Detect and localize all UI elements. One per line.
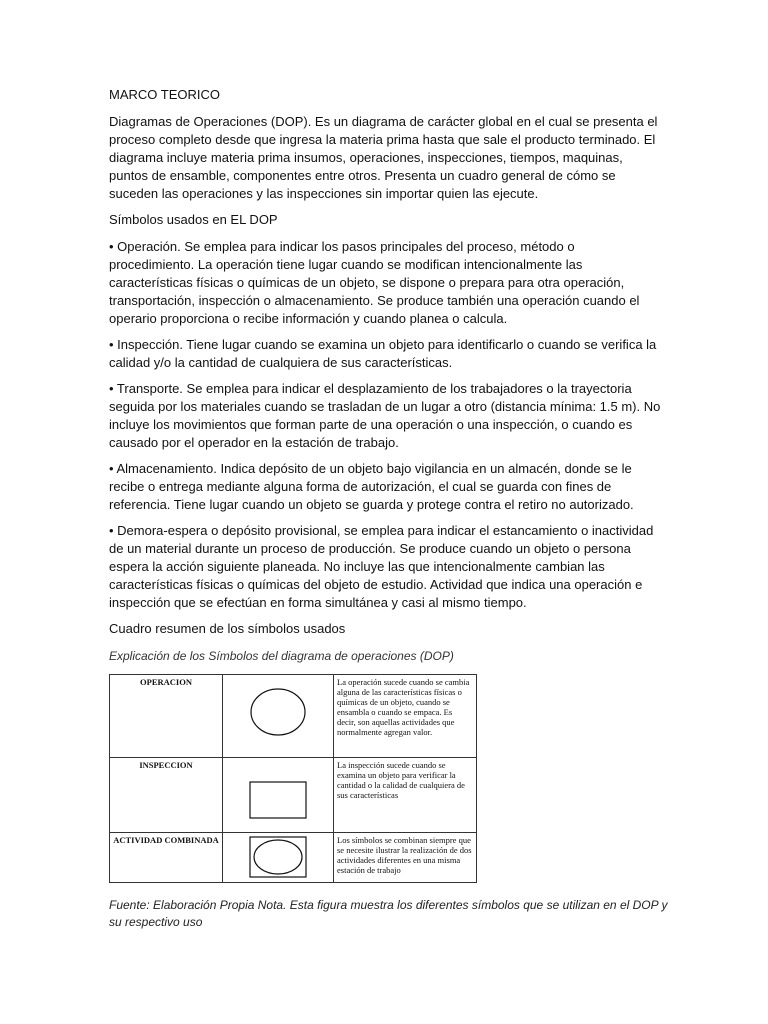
symbols-table xyxy=(109,674,477,883)
bullet-demora: • Demora-espera o depósito provisional, se emplea para indicar el estancamiento o inactividad de un material durante un proceso de producción. Se produce cuando un objeto o persona espera la acción siguiente planeada. No incluye las que intencionalmente cambian las características físicas o químicas del objeto de estudio. Actividad que indica una operación e inspección que se efectúan en forma simultánea y casi al mismo tiempo. xyxy=(109,523,654,610)
symbols-heading: Símbolos usados en EL DOP xyxy=(109,212,278,227)
bullet-transporte: • Transporte. Se emplea para indicar el desplazamiento de los trabajadores o la trayectoria seguida por los materiales cuando se trasladan de un lugar a otro (distancia mínima: 1.5 m). No incluye los movimientos que forman parte de una operación o una inspección, o cuando es causado por el operador en la estación de trabajo. xyxy=(109,381,661,450)
symbol-shape-cell xyxy=(223,675,334,758)
bullet-operacion: • Operación. Se emplea para indicar los pasos principales del proceso, método o procedimiento. La operación tiene lugar cuando se modifican intencionalmente las características físicas o químicas de un objeto, se dispone o prepara para otra operación, transportación, inspección o almacenamiento. Se produce también una operación cuando el operario proporciona o recibe información y cuando planea o calcula. xyxy=(109,239,640,326)
bullet-almacenamiento: • Almacenamiento. Indica depósito de un objeto bajo vigilancia en un almacén, donde se le recibe o entrega mediante alguna forma de autorización, el cual se guarda con fines de referencia. Tiene lugar cuando un objeto se guarda y protege contra el retiro no autorizado. xyxy=(109,461,634,512)
symbol-description: Los símbolos se combinan siempre que se necesite ilustrar la realización de dos actividades diferentes en una misma estación de trabajo xyxy=(334,833,477,883)
intro-paragraph: Diagramas de Operaciones (DOP). Es un diagrama de carácter global en el cual se presenta el proceso completo desde que ingresa la materia prima hasta que sale el producto terminado. El diagrama incluye materia prima insumos, operaciones, inspecciones, tiempos, maquinas, puntos de ensamble, componentes entre otros. Presenta un cuadro general de cómo se suceden las operaciones y las inspecciones sin importar quien las ejecute. xyxy=(109,114,658,201)
symbol-description: La operación sucede cuando se cambia alguna de las características físicas o químicas de un objeto, cuando se ensambla o cuando se empaca. Es decir, son aquellas actividades que normalmente agregan valor. xyxy=(334,675,477,758)
table-row xyxy=(110,833,477,883)
document-body xyxy=(109,86,661,673)
table-row xyxy=(110,758,477,833)
table-row xyxy=(110,675,477,758)
summary-heading: Cuadro resumen de los símbolos usados xyxy=(109,621,346,636)
source-note: Fuente: Elaboración Propia Nota. Esta figura muestra los diferentes símbolos que se utilizan en el DOP y su respectivo uso xyxy=(109,898,668,929)
operation-circle-icon xyxy=(248,686,308,738)
symbol-shape-cell xyxy=(223,758,334,833)
symbol-description: La inspección sucede cuando se examina un objeto para verificar la cantidad o la calidad de cualquiera de sus características xyxy=(334,758,477,833)
page-title: MARCO TEORICO xyxy=(109,87,220,102)
inspection-square-icon xyxy=(248,780,308,820)
symbol-label: OPERACION xyxy=(110,675,223,758)
symbol-label: INSPECCION xyxy=(110,758,223,833)
combined-activity-icon xyxy=(248,835,308,879)
table-caption: Explicación de los Símbolos del diagrama de operaciones (DOP) xyxy=(109,649,454,663)
bullet-inspeccion: • Inspección. Tiene lugar cuando se examina un objeto para identificarlo o cuando se verifica la calidad y/o la cantidad de cualquiera de sus características. xyxy=(109,337,657,370)
symbol-label: ACTIVIDAD COMBINADA xyxy=(110,833,223,883)
symbol-shape-cell xyxy=(223,833,334,883)
